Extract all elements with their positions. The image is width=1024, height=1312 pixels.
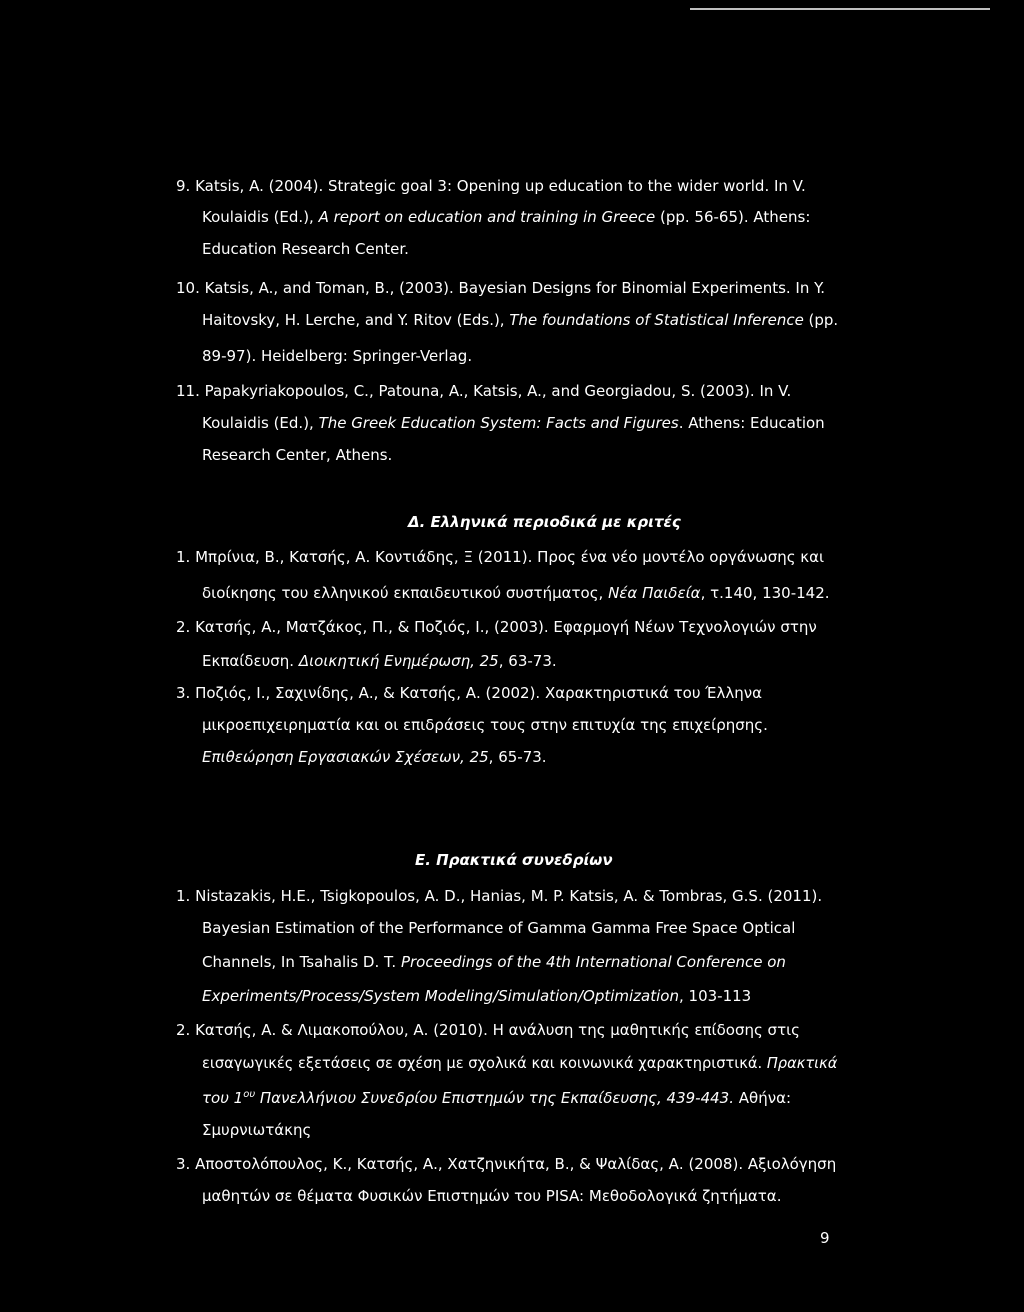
journal-1-line-1: 1. Μπρίνια, Β., Κατσής, Α. Κοντιάδης, Ξ (2011). Προς ένα νέο μοντέλο οργάνωσης και bbox=[176, 548, 825, 566]
journal-2-line-2: Εκπαίδευση. Διοικητική Ενημέρωση, 25, 63-73. bbox=[202, 652, 557, 670]
conference-1-line-1: 1. Nistazakis, H.E., Tsigkopoulos, A. D., Hanias, M. P. Katsis, A. & Tombras, G.S. (2011). bbox=[176, 887, 823, 905]
journal-2-line-1: 2. Κατσής, Α., Ματζάκος, Π., & Ποζιός, Ι., (2003). Εφαρμογή Νέων Τεχνολογιών στην bbox=[176, 618, 817, 636]
reference-11-line-1: 11. Papakyriakopoulos, C., Patouna, A., Katsis, A., and Georgiadou, S. (2003). In V. bbox=[176, 382, 792, 400]
journal-3-line-3: Επιθεώρηση Εργασιακών Σχέσεων, 25, 65-73. bbox=[202, 748, 547, 766]
reference-9-line-1: 9. Katsis, A. (2004). Strategic goal 3: Opening up education to the wider world. In V. bbox=[176, 177, 806, 195]
conference-2-line-3: του $1^{o\upsilon}$ Πανελλήνιου Συνεδρίου Επιστημών της Εκπαίδευσης, 439-443. Αθήνα: bbox=[202, 1089, 792, 1107]
reference-11-line-2: Koulaidis (Ed.), The Greek Education System: Facts and Figures. Athens: Education bbox=[202, 414, 825, 432]
reference-9-line-3: Education Research Center. bbox=[202, 240, 409, 258]
section-d-heading: Δ. Ελληνικά περιοδικά με κριτές bbox=[408, 513, 681, 531]
conference-2-line-4: Σμυρνιωτάκης bbox=[202, 1121, 312, 1139]
reference-10-line-3: 89-97). Heidelberg: Springer-Verlag. bbox=[202, 347, 473, 365]
reference-10-line-1: 10. Katsis, A., and Toman, B., (2003). Bayesian Designs for Binomial Experiments. In Y. bbox=[176, 279, 826, 297]
journal-3-line-1: 3. Ποζιός, Ι., Σαχινίδης, Α., & Κατσής, Α. (2002). Χαρακτηριστικά του Έλληνα bbox=[176, 684, 762, 702]
journal-3-line-2: μικροεπιχειρηματία και οι επιδράσεις τους στην επιτυχία της επιχείρησης. bbox=[202, 716, 768, 734]
reference-10-line-2: Haitovsky, H. Lerche, and Y. Ritov (Eds.), The foundations of Statistical Inference (pp. bbox=[202, 311, 839, 329]
section-e-heading: Ε. Πρακτικά συνεδρίων bbox=[415, 851, 613, 869]
journal-1-line-2: διοίκησης του ελληνικού εκπαιδευτικού συστήματος, Νέα Παιδεία, τ.140, 130-142. bbox=[202, 584, 830, 602]
reference-9-line-2: Koulaidis (Ed.), A report on education and training in Greece (pp. 56-65). Athens: bbox=[202, 208, 811, 226]
conference-1-line-2: Bayesian Estimation of the Performance of Gamma Gamma Free Space Optical bbox=[202, 919, 796, 937]
conference-3-line-2: μαθητών σε θέματα Φυσικών Επιστημών του PISA: Μεθοδολογικά ζητήματα. bbox=[202, 1187, 782, 1205]
top-rule bbox=[690, 8, 990, 10]
conference-3-line-1: 3. Αποστολόπουλος, Κ., Κατσής, Α., Χατζηνικήτα, Β., & Ψαλίδας, Α. (2008). Αξιολόγηση bbox=[176, 1155, 837, 1173]
reference-11-line-3: Research Center, Athens. bbox=[202, 446, 393, 464]
conference-1-line-4: Experiments/Process/System Modeling/Simulation/Optimization, 103-113 bbox=[202, 987, 752, 1005]
conference-1-line-3: Channels, In Tsahalis D. T. Proceedings of the 4th International Conference on bbox=[202, 953, 786, 971]
page-number: 9 bbox=[820, 1229, 830, 1247]
conference-2-line-2: εισαγωγικές εξετάσεις σε σχέση με σχολικά και κοινωνικά χαρακτηριστικά. Πρακτικά bbox=[202, 1055, 838, 1072]
conference-2-line-1: 2. Κατσής, Α. & Λιμακοπούλου, Α. (2010). Η ανάλυση της μαθητικής επίδοσης στις bbox=[176, 1021, 800, 1039]
